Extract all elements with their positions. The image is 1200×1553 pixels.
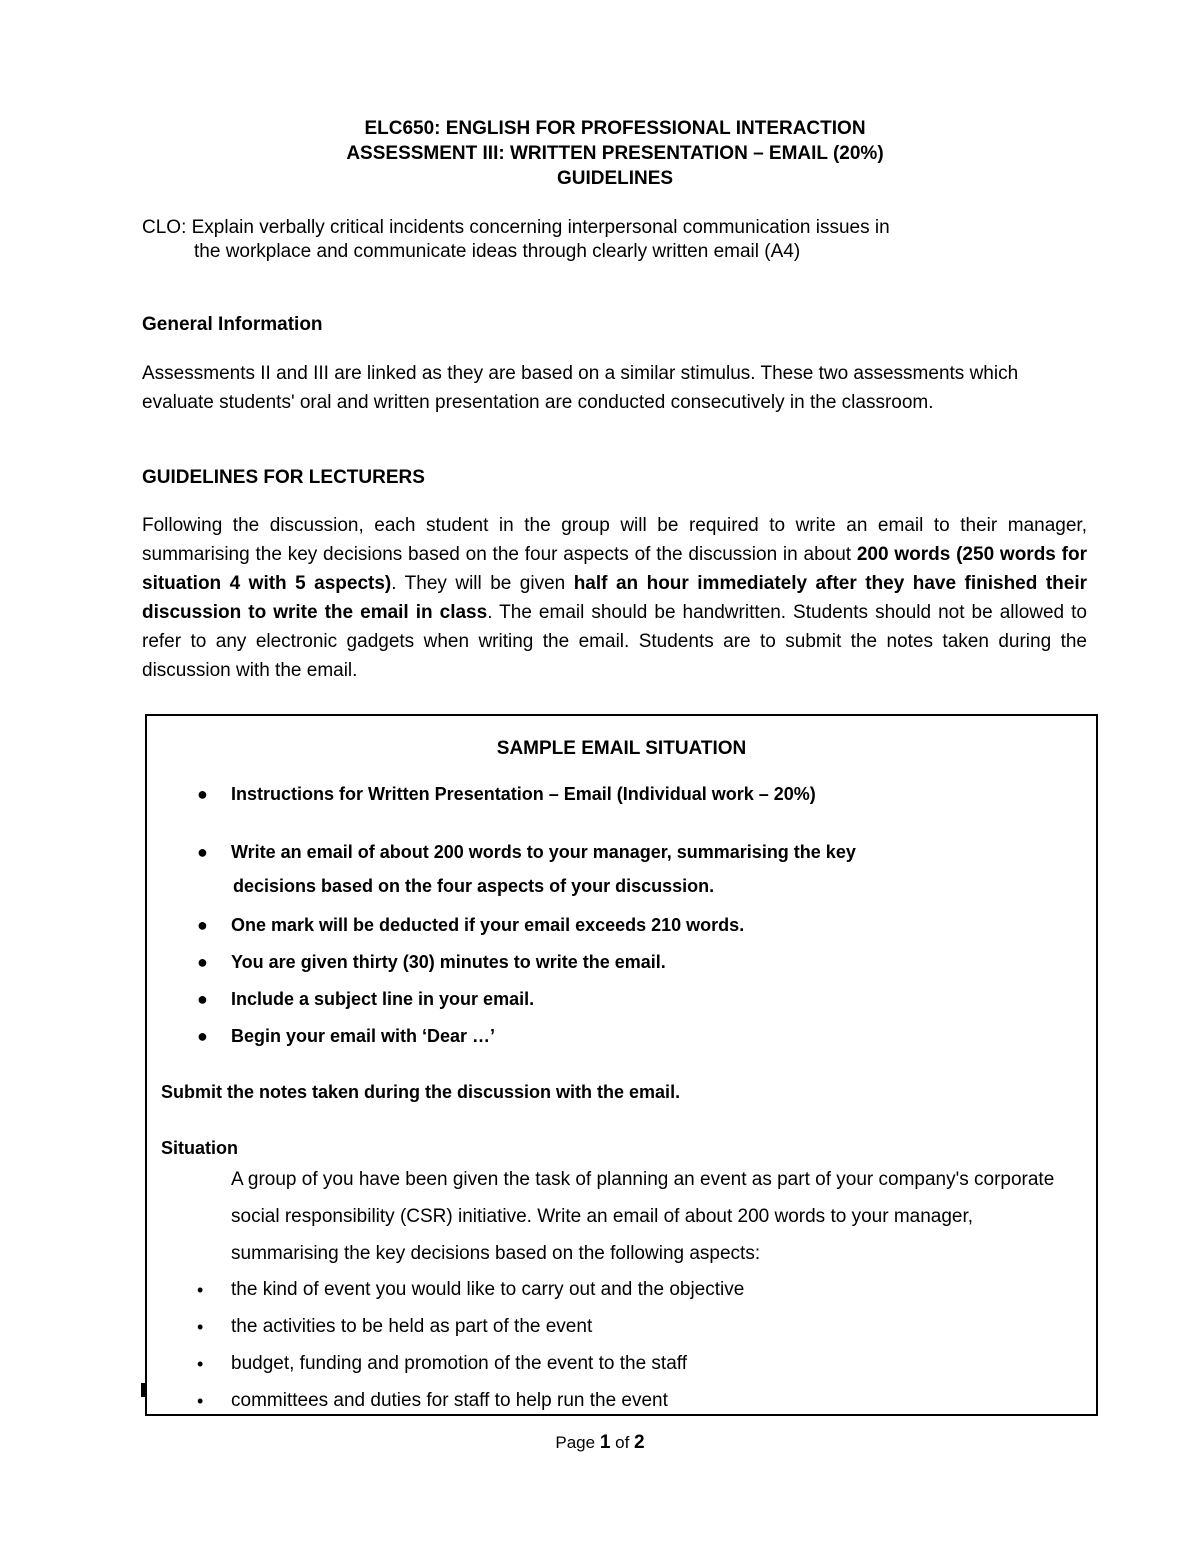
bullet-icon: ● (197, 915, 208, 935)
aspect-item (197, 1352, 687, 1376)
bullet-icon: ● (197, 784, 208, 804)
guidelines-title: GUIDELINES (556, 168, 674, 189)
instruction-item (197, 913, 744, 937)
instruction-text: Begin your email with ‘Dear …’ (231, 1026, 496, 1046)
instruction-item (197, 987, 534, 1011)
lecturers-text-2: . They will be given (391, 573, 574, 594)
instruction-text: You are given thirty (30) minutes to write the email. (231, 952, 666, 972)
aspect-text: budget, funding and promotion of the event to the staff (231, 1353, 687, 1374)
bullet-icon: ● (197, 1026, 208, 1046)
submit-note: Submit the notes taken during the discussion with the email. (161, 1082, 681, 1102)
bullet-icon: • (197, 1280, 204, 1300)
situation-heading: Situation (161, 1138, 238, 1158)
bullet-icon: ● (197, 842, 208, 862)
bullet-icon: • (197, 1354, 204, 1374)
general-information-text: Assessments II and III are linked as they are based on a similar stimulus. These two assessments which evaluate students' oral and written presentation are conducted consecutively in the classroom. (142, 363, 1019, 413)
aspect-item (197, 1315, 592, 1339)
bullet-icon: ● (197, 952, 208, 972)
instruction-item (197, 782, 816, 806)
bullet-icon: ● (197, 989, 208, 1009)
margin-mark (141, 1383, 145, 1397)
clo-line-2: the workplace and communicate ideas through clearly written email (A4) (194, 241, 801, 262)
of-label: of (615, 1433, 630, 1452)
lecturers-text-3: . The email should be handwritten. Students should not be allowed to refer to any electronic gadgets when writing the email. Students are to submit the notes taken during the discussion with the email. (142, 602, 1087, 681)
page-total: 2 (634, 1432, 645, 1453)
lecturers-bold-1: 200 words (250 words for situation 4 with 5 aspects) (142, 544, 1087, 594)
aspect-text: the activities to be held as part of the event (231, 1316, 593, 1337)
aspect-item (197, 1278, 744, 1302)
lecturers-paragraph (142, 511, 1087, 685)
page-label: Page (555, 1433, 596, 1452)
general-information-heading: General Information (142, 314, 323, 335)
instruction-text: One mark will be deducted if your email exceeds 210 words. (231, 915, 745, 935)
aspect-text: committees and duties for staff to help run the event (231, 1390, 668, 1411)
instruction-item (197, 1024, 495, 1048)
sample-box-title: SAMPLE EMAIL SITUATION (496, 738, 747, 759)
situation-text: A group of you have been given the task of planning an event as part of your company's corporate social responsibility (CSR) initiative. Write an email of about 200 words to your manager, summarising the key decisions based on the following aspects: (231, 1169, 1055, 1264)
assessment-title: ASSESSMENT III: WRITTEN PRESENTATION – EMAIL (20%) (346, 143, 884, 164)
instruction-text: Include a subject line in your email. (231, 989, 535, 1009)
aspect-item (197, 1389, 668, 1413)
bullet-icon: • (197, 1317, 204, 1337)
instruction-text: Instructions for Written Presentation – Email (Individual work – 20%) (231, 784, 816, 804)
document-header (0, 116, 1200, 191)
lecturers-bold-2: half an hour immediately after they have finished their discussion to write the email in class (142, 573, 1087, 623)
instruction-text: Write an email of about 200 words to your manager, summarising the key (231, 842, 856, 862)
lecturers-heading: GUIDELINES FOR LECTURERS (142, 467, 425, 488)
instruction-continuation: decisions based on the four aspects of your discussion. (233, 876, 715, 896)
aspect-text: the kind of event you would like to carry out and the objective (231, 1279, 745, 1300)
instruction-item (197, 950, 666, 974)
page-number: 1 (599, 1432, 611, 1453)
page-footer (0, 1432, 1200, 1454)
sample-email-box (145, 714, 1098, 1416)
lecturers-text-1: Following the discussion, each student in the group will be required to write an email to their manager, summarising the key decisions based on the four aspects of the discussion in about (142, 515, 1087, 565)
bullet-icon: • (197, 1391, 204, 1411)
clo-statement (142, 216, 1042, 264)
clo-line-1: CLO: Explain verbally critical incidents concerning interpersonal communication issues in (142, 217, 890, 238)
instruction-item (197, 840, 856, 864)
course-title: ELC650: ENGLISH FOR PROFESSIONAL INTERACTION (364, 118, 866, 139)
